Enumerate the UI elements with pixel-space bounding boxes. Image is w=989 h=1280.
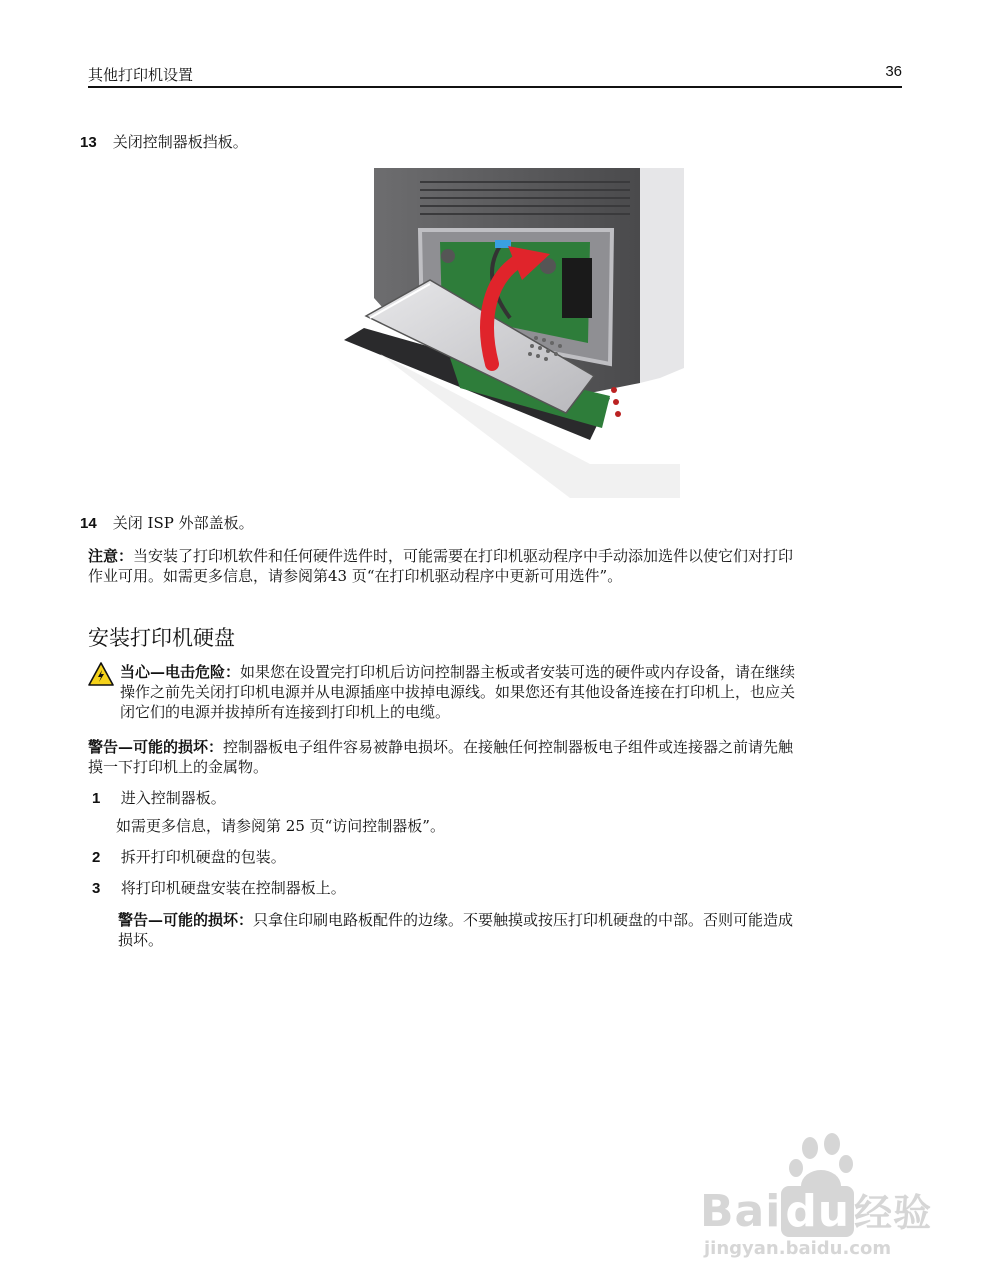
step-number: 3 (92, 880, 101, 897)
step-number: 1 (92, 790, 101, 807)
watermark-url: jingyan.baidu.com (704, 1238, 892, 1259)
step-number: 14 (80, 515, 97, 532)
warning-paragraph-2 (118, 910, 898, 950)
caution-paragraph (120, 662, 900, 722)
section-title: 安装打印机硬盘 (88, 626, 235, 650)
step-text: 拆开打印机硬盘的包装。 (120, 848, 286, 866)
step-14 (80, 513, 254, 534)
step-2 (92, 847, 286, 868)
step-3 (92, 878, 346, 899)
electric-hazard-icon (88, 661, 114, 687)
warning-line-2: 摸一下打印机上的金属物。 (88, 758, 269, 776)
step-number: 2 (92, 849, 101, 866)
page-header (88, 64, 902, 88)
note-line-2: 作业可用。如需更多信息，请参阅第43 页“在打印机驱动程序中更新可用选件”。 (88, 567, 623, 585)
note-line-1: 当安装了打印机软件和任何硬件选件时，可能需要在打印机驱动程序中手动添加选件以使它们对打印 (133, 547, 794, 565)
warning-line-1: 只拿住印刷电路板配件的边缘。不要触摸或按压打印机硬盘的中部。否则可能造成 (253, 911, 794, 929)
caution-line-2: 操作之前先关闭打印机电源并从电源插座中拔掉电源线。如果您还有其他设备连接在打印机上，也应关 (120, 683, 796, 701)
warning-paragraph (88, 737, 902, 777)
note-paragraph (88, 546, 902, 586)
printer-illustration (340, 168, 684, 498)
note-label: 注意： (88, 547, 134, 565)
caution-line-1: 如果您在设置完打印机后访问控制器主板或者安装可选的硬件或内存设备，请在继续 (240, 663, 796, 681)
baidu-watermark (700, 1130, 950, 1270)
controller-board-figure (340, 168, 684, 498)
warning-line-1: 控制器板电子组件容易被静电损坏。在接触任何控制器板电子组件或连接器之前请先触 (223, 738, 794, 756)
warning-label: 警告—可能的损坏： (118, 911, 254, 929)
warning-line-2: 损坏。 (118, 931, 164, 949)
step-number: 13 (80, 134, 97, 151)
page-number: 36 (885, 63, 902, 80)
header-title: 其他打印机设置 (88, 66, 194, 84)
step-text: 关闭控制器板挡板。 (112, 133, 248, 151)
step-text: 将打印机硬盘安装在控制器板上。 (120, 879, 346, 897)
step-1 (92, 788, 226, 809)
warning-label: 警告—可能的损坏： (88, 738, 224, 756)
step-1-detail: 如需更多信息，请参阅第 25 页“访问控制器板”。 (116, 817, 445, 835)
step-13 (80, 132, 248, 153)
caution-label: 当心—电击危险： (120, 663, 241, 681)
caution-line-3: 闭它们的电源并拔掉所有连接到打印机上的电缆。 (120, 703, 451, 721)
watermark-brand: Baidu 经验 (700, 1186, 933, 1237)
step-text: 关闭 ISP 外部盖板。 (112, 514, 254, 532)
step-text: 进入控制器板。 (120, 789, 226, 807)
